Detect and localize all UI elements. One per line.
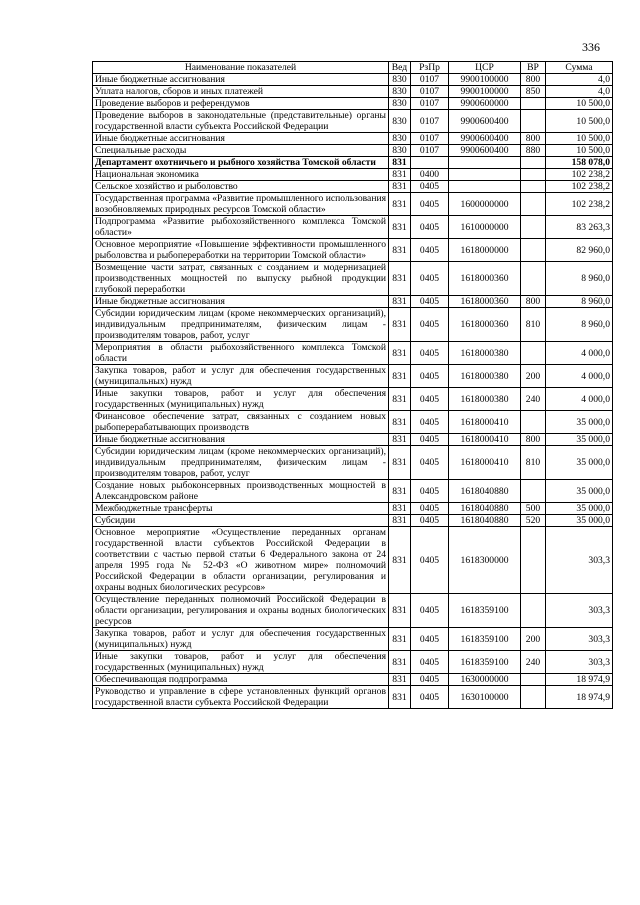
cell-ved: 831 bbox=[389, 480, 411, 503]
cell-sum: 4,0 bbox=[546, 74, 613, 86]
table-row bbox=[93, 686, 613, 709]
cell-vr: 240 bbox=[521, 388, 546, 411]
table-row bbox=[93, 434, 613, 446]
cell-sum: 8 960,0 bbox=[546, 308, 613, 342]
table-row bbox=[93, 480, 613, 503]
cell-vr: 200 bbox=[521, 628, 546, 651]
cell-sum: 35 000,0 bbox=[546, 411, 613, 434]
cell-sum: 158 078,0 bbox=[546, 157, 613, 169]
cell-rzpr: 0405 bbox=[411, 308, 449, 342]
cell-rzpr: 0405 bbox=[411, 181, 449, 193]
cell-ved: 831 bbox=[389, 515, 411, 527]
table-row bbox=[93, 651, 613, 674]
cell-vr bbox=[521, 527, 546, 594]
cell-rzpr: 0405 bbox=[411, 651, 449, 674]
cell-csr: 1600000000 bbox=[449, 193, 521, 216]
cell-csr: 1618000410 bbox=[449, 434, 521, 446]
cell-name: Уплата налогов, сборов и иных платежей bbox=[93, 86, 389, 98]
cell-sum: 4 000,0 bbox=[546, 365, 613, 388]
cell-ved: 831 bbox=[389, 503, 411, 515]
cell-vr: 800 bbox=[521, 74, 546, 86]
cell-vr: 800 bbox=[521, 434, 546, 446]
cell-sum: 303,3 bbox=[546, 628, 613, 651]
cell-csr: 1618000410 bbox=[449, 446, 521, 480]
cell-csr: 1618300000 bbox=[449, 527, 521, 594]
cell-csr: 1618000000 bbox=[449, 239, 521, 262]
cell-csr: 1618000360 bbox=[449, 262, 521, 296]
cell-name: Возмещение части затрат, связанных с созданием и модернизацией производственных мощностей по выпуску рыбной продукции глубокой переработки bbox=[93, 262, 389, 296]
cell-sum: 102 238,2 bbox=[546, 169, 613, 181]
cell-sum: 35 000,0 bbox=[546, 446, 613, 480]
table-row bbox=[93, 74, 613, 86]
cell-ved: 830 bbox=[389, 86, 411, 98]
table-row bbox=[93, 674, 613, 686]
cell-vr bbox=[521, 594, 546, 628]
cell-csr: 1618000380 bbox=[449, 365, 521, 388]
cell-ved: 831 bbox=[389, 308, 411, 342]
cell-ved: 831 bbox=[389, 193, 411, 216]
cell-vr bbox=[521, 239, 546, 262]
table-row bbox=[93, 446, 613, 480]
cell-ved: 831 bbox=[389, 411, 411, 434]
cell-sum: 8 960,0 bbox=[546, 262, 613, 296]
cell-ved: 831 bbox=[389, 527, 411, 594]
table-row bbox=[93, 296, 613, 308]
cell-ved: 831 bbox=[389, 342, 411, 365]
cell-csr: 1618359100 bbox=[449, 651, 521, 674]
cell-name: Иные бюджетные ассигнования bbox=[93, 133, 389, 145]
table-row bbox=[93, 262, 613, 296]
cell-vr: 800 bbox=[521, 133, 546, 145]
cell-csr bbox=[449, 157, 521, 169]
cell-csr: 1610000000 bbox=[449, 216, 521, 239]
cell-ved: 830 bbox=[389, 133, 411, 145]
cell-rzpr: 0405 bbox=[411, 628, 449, 651]
cell-vr: 810 bbox=[521, 308, 546, 342]
cell-sum: 10 500,0 bbox=[546, 145, 613, 157]
cell-vr bbox=[521, 262, 546, 296]
cell-ved: 831 bbox=[389, 651, 411, 674]
table-row bbox=[93, 411, 613, 434]
cell-sum: 4 000,0 bbox=[546, 342, 613, 365]
cell-sum: 35 000,0 bbox=[546, 480, 613, 503]
cell-csr: 1630100000 bbox=[449, 686, 521, 709]
cell-sum: 83 263,3 bbox=[546, 216, 613, 239]
cell-rzpr: 0405 bbox=[411, 503, 449, 515]
cell-name: Департамент охотничьего и рыбного хозяйства Томской области bbox=[93, 157, 389, 169]
cell-rzpr: 0405 bbox=[411, 594, 449, 628]
cell-vr: 200 bbox=[521, 365, 546, 388]
cell-vr: 520 bbox=[521, 515, 546, 527]
table-body bbox=[93, 74, 613, 709]
cell-rzpr: 0405 bbox=[411, 239, 449, 262]
cell-rzpr: 0107 bbox=[411, 110, 449, 133]
cell-ved: 831 bbox=[389, 365, 411, 388]
cell-rzpr: 0405 bbox=[411, 216, 449, 239]
table-row bbox=[93, 181, 613, 193]
cell-vr: 880 bbox=[521, 145, 546, 157]
cell-ved: 831 bbox=[389, 181, 411, 193]
cell-csr: 9900600400 bbox=[449, 133, 521, 145]
cell-vr bbox=[521, 169, 546, 181]
cell-vr bbox=[521, 110, 546, 133]
cell-rzpr: 0405 bbox=[411, 388, 449, 411]
header-rzpr: РзПр bbox=[411, 62, 449, 74]
header-sum: Сумма bbox=[546, 62, 613, 74]
cell-rzpr: 0405 bbox=[411, 342, 449, 365]
table-row bbox=[93, 145, 613, 157]
cell-name: Обеспечивающая подпрограмма bbox=[93, 674, 389, 686]
cell-name: Руководство и управление в сфере установленных функций органов государственной власти субъекта Российской Федерации bbox=[93, 686, 389, 709]
cell-vr bbox=[521, 686, 546, 709]
cell-sum: 4,0 bbox=[546, 86, 613, 98]
cell-sum: 8 960,0 bbox=[546, 296, 613, 308]
cell-csr: 1618040880 bbox=[449, 480, 521, 503]
cell-sum: 10 500,0 bbox=[546, 110, 613, 133]
cell-csr bbox=[449, 169, 521, 181]
cell-rzpr: 0107 bbox=[411, 86, 449, 98]
table-row bbox=[93, 527, 613, 594]
cell-sum: 4 000,0 bbox=[546, 388, 613, 411]
cell-rzpr: 0405 bbox=[411, 480, 449, 503]
cell-csr: 9900100000 bbox=[449, 74, 521, 86]
cell-sum: 18 974,9 bbox=[546, 674, 613, 686]
table-row bbox=[93, 216, 613, 239]
cell-rzpr: 0405 bbox=[411, 674, 449, 686]
table-row bbox=[93, 365, 613, 388]
table-row bbox=[93, 594, 613, 628]
cell-sum: 35 000,0 bbox=[546, 434, 613, 446]
cell-sum: 10 500,0 bbox=[546, 133, 613, 145]
header-csr: ЦСР bbox=[449, 62, 521, 74]
cell-rzpr: 0400 bbox=[411, 169, 449, 181]
cell-rzpr bbox=[411, 157, 449, 169]
cell-csr: 1618000410 bbox=[449, 411, 521, 434]
table-row bbox=[93, 98, 613, 110]
cell-csr: 1618359100 bbox=[449, 594, 521, 628]
cell-name: Иные закупки товаров, работ и услуг для обеспечения государственных (муниципальных) нужд bbox=[93, 388, 389, 411]
cell-name: Основное мероприятие «Повышение эффективности промышленного рыболовства и рыбопереработки на территории Томской области» bbox=[93, 239, 389, 262]
page-number: 336 bbox=[582, 40, 600, 54]
cell-name: Основное мероприятие «Осуществление переданных органам государственной власти субъектов Российской Федерации в соответствии с частью первой статьи 6 Федерального закона от 24 апреля 1995 года № 52-ФЗ «О животном мире» полномочий Российской Федерации в области организации, регулирования и охраны водных биологических ресурсов» bbox=[93, 527, 389, 594]
cell-csr bbox=[449, 181, 521, 193]
cell-name: Иные бюджетные ассигнования bbox=[93, 74, 389, 86]
cell-csr: 1618359100 bbox=[449, 628, 521, 651]
cell-ved: 831 bbox=[389, 388, 411, 411]
table-row bbox=[93, 110, 613, 133]
cell-rzpr: 0405 bbox=[411, 296, 449, 308]
cell-name: Закупка товаров, работ и услуг для обеспечения государственных (муниципальных) нужд bbox=[93, 628, 389, 651]
cell-csr: 1618000380 bbox=[449, 388, 521, 411]
header-name: Наименование показателей bbox=[93, 62, 389, 74]
cell-name: Государственная программа «Развитие промышленного использования возобновляемых природных ресурсов Томской области» bbox=[93, 193, 389, 216]
cell-name: Национальная экономика bbox=[93, 169, 389, 181]
table-row bbox=[93, 239, 613, 262]
cell-name: Закупка товаров, работ и услуг для обеспечения государственных (муниципальных) нужд bbox=[93, 365, 389, 388]
cell-sum: 35 000,0 bbox=[546, 515, 613, 527]
cell-name: Субсидии юридическим лицам (кроме некоммерческих организаций), индивидуальным предпринимателям, физическим лицам - производителям товаров, работ, услуг bbox=[93, 308, 389, 342]
cell-name: Иные бюджетные ассигнования bbox=[93, 434, 389, 446]
cell-sum: 82 960,0 bbox=[546, 239, 613, 262]
cell-vr bbox=[521, 193, 546, 216]
cell-vr bbox=[521, 98, 546, 110]
cell-name: Сельское хозяйство и рыболовство bbox=[93, 181, 389, 193]
cell-ved: 831 bbox=[389, 434, 411, 446]
budget-table bbox=[92, 61, 613, 709]
cell-rzpr: 0405 bbox=[411, 527, 449, 594]
cell-rzpr: 0107 bbox=[411, 74, 449, 86]
cell-ved: 831 bbox=[389, 594, 411, 628]
table-row bbox=[93, 133, 613, 145]
cell-rzpr: 0405 bbox=[411, 515, 449, 527]
cell-name: Иные бюджетные ассигнования bbox=[93, 296, 389, 308]
cell-rzpr: 0405 bbox=[411, 262, 449, 296]
cell-ved: 831 bbox=[389, 169, 411, 181]
cell-ved: 830 bbox=[389, 98, 411, 110]
cell-name: Финансовое обеспечение затрат, связанных с созданием новых рыбоперерабатывающих производств bbox=[93, 411, 389, 434]
table-row bbox=[93, 628, 613, 651]
cell-ved: 831 bbox=[389, 628, 411, 651]
cell-sum: 303,3 bbox=[546, 594, 613, 628]
table-row bbox=[93, 193, 613, 216]
cell-vr bbox=[521, 216, 546, 239]
cell-vr bbox=[521, 411, 546, 434]
cell-name: Иные закупки товаров, работ и услуг для обеспечения государственных (муниципальных) нужд bbox=[93, 651, 389, 674]
cell-rzpr: 0405 bbox=[411, 686, 449, 709]
cell-vr bbox=[521, 181, 546, 193]
cell-name: Осуществление переданных полномочий Российской Федерации в области организации, регулирования и охраны водных биологических ресурсов bbox=[93, 594, 389, 628]
cell-ved: 831 bbox=[389, 157, 411, 169]
cell-sum: 303,3 bbox=[546, 527, 613, 594]
cell-rzpr: 0107 bbox=[411, 145, 449, 157]
table-row bbox=[93, 388, 613, 411]
cell-sum: 102 238,2 bbox=[546, 193, 613, 216]
table-row bbox=[93, 308, 613, 342]
cell-sum: 102 238,2 bbox=[546, 181, 613, 193]
cell-ved: 831 bbox=[389, 674, 411, 686]
cell-csr: 1618000380 bbox=[449, 342, 521, 365]
header-ved: Вед bbox=[389, 62, 411, 74]
cell-name: Специальные расходы bbox=[93, 145, 389, 157]
cell-vr: 500 bbox=[521, 503, 546, 515]
cell-sum: 35 000,0 bbox=[546, 503, 613, 515]
cell-sum: 303,3 bbox=[546, 651, 613, 674]
cell-ved: 831 bbox=[389, 262, 411, 296]
cell-csr: 1618000360 bbox=[449, 296, 521, 308]
cell-name: Межбюджетные трансферты bbox=[93, 503, 389, 515]
cell-name: Проведение выборов в законодательные (представительные) органы государственной власти субъекта Российской Федерации bbox=[93, 110, 389, 133]
cell-name: Создание новых рыбоконсервных производственных мощностей в Александровском районе bbox=[93, 480, 389, 503]
cell-ved: 831 bbox=[389, 296, 411, 308]
cell-csr: 1630000000 bbox=[449, 674, 521, 686]
cell-sum: 10 500,0 bbox=[546, 98, 613, 110]
cell-ved: 830 bbox=[389, 110, 411, 133]
cell-ved: 831 bbox=[389, 239, 411, 262]
table-row bbox=[93, 515, 613, 527]
cell-name: Проведение выборов и референдумов bbox=[93, 98, 389, 110]
cell-sum: 18 974,9 bbox=[546, 686, 613, 709]
table-row bbox=[93, 169, 613, 181]
cell-csr: 9900100000 bbox=[449, 86, 521, 98]
cell-rzpr: 0405 bbox=[411, 193, 449, 216]
cell-name: Мероприятия в области рыбохозяйственного комплекса Томской области bbox=[93, 342, 389, 365]
table-row bbox=[93, 503, 613, 515]
cell-csr: 9900600400 bbox=[449, 145, 521, 157]
cell-vr bbox=[521, 342, 546, 365]
cell-rzpr: 0107 bbox=[411, 133, 449, 145]
table-row bbox=[93, 157, 613, 169]
cell-csr: 1618040880 bbox=[449, 503, 521, 515]
cell-vr bbox=[521, 157, 546, 169]
cell-vr: 850 bbox=[521, 86, 546, 98]
table-row bbox=[93, 342, 613, 365]
cell-vr: 810 bbox=[521, 446, 546, 480]
cell-ved: 830 bbox=[389, 145, 411, 157]
cell-ved: 830 bbox=[389, 74, 411, 86]
cell-csr: 1618000360 bbox=[449, 308, 521, 342]
cell-ved: 831 bbox=[389, 446, 411, 480]
header-vr: ВР bbox=[521, 62, 546, 74]
cell-vr bbox=[521, 674, 546, 686]
cell-rzpr: 0107 bbox=[411, 98, 449, 110]
cell-name: Подпрограмма «Развитие рыбохозяйственного комплекса Томской области» bbox=[93, 216, 389, 239]
cell-csr: 9900600000 bbox=[449, 98, 521, 110]
table-row bbox=[93, 86, 613, 98]
cell-ved: 831 bbox=[389, 686, 411, 709]
cell-rzpr: 0405 bbox=[411, 434, 449, 446]
cell-name: Субсидии юридическим лицам (кроме некоммерческих организаций), индивидуальным предпринимателям, физическим лицам - производителям товаров, работ, услуг bbox=[93, 446, 389, 480]
cell-rzpr: 0405 bbox=[411, 446, 449, 480]
cell-rzpr: 0405 bbox=[411, 365, 449, 388]
cell-rzpr: 0405 bbox=[411, 411, 449, 434]
cell-vr: 240 bbox=[521, 651, 546, 674]
cell-vr: 800 bbox=[521, 296, 546, 308]
cell-ved: 831 bbox=[389, 216, 411, 239]
table-header-row bbox=[93, 62, 613, 74]
cell-csr: 1618040880 bbox=[449, 515, 521, 527]
cell-name: Субсидии bbox=[93, 515, 389, 527]
cell-csr: 9900600400 bbox=[449, 110, 521, 133]
cell-vr bbox=[521, 480, 546, 503]
